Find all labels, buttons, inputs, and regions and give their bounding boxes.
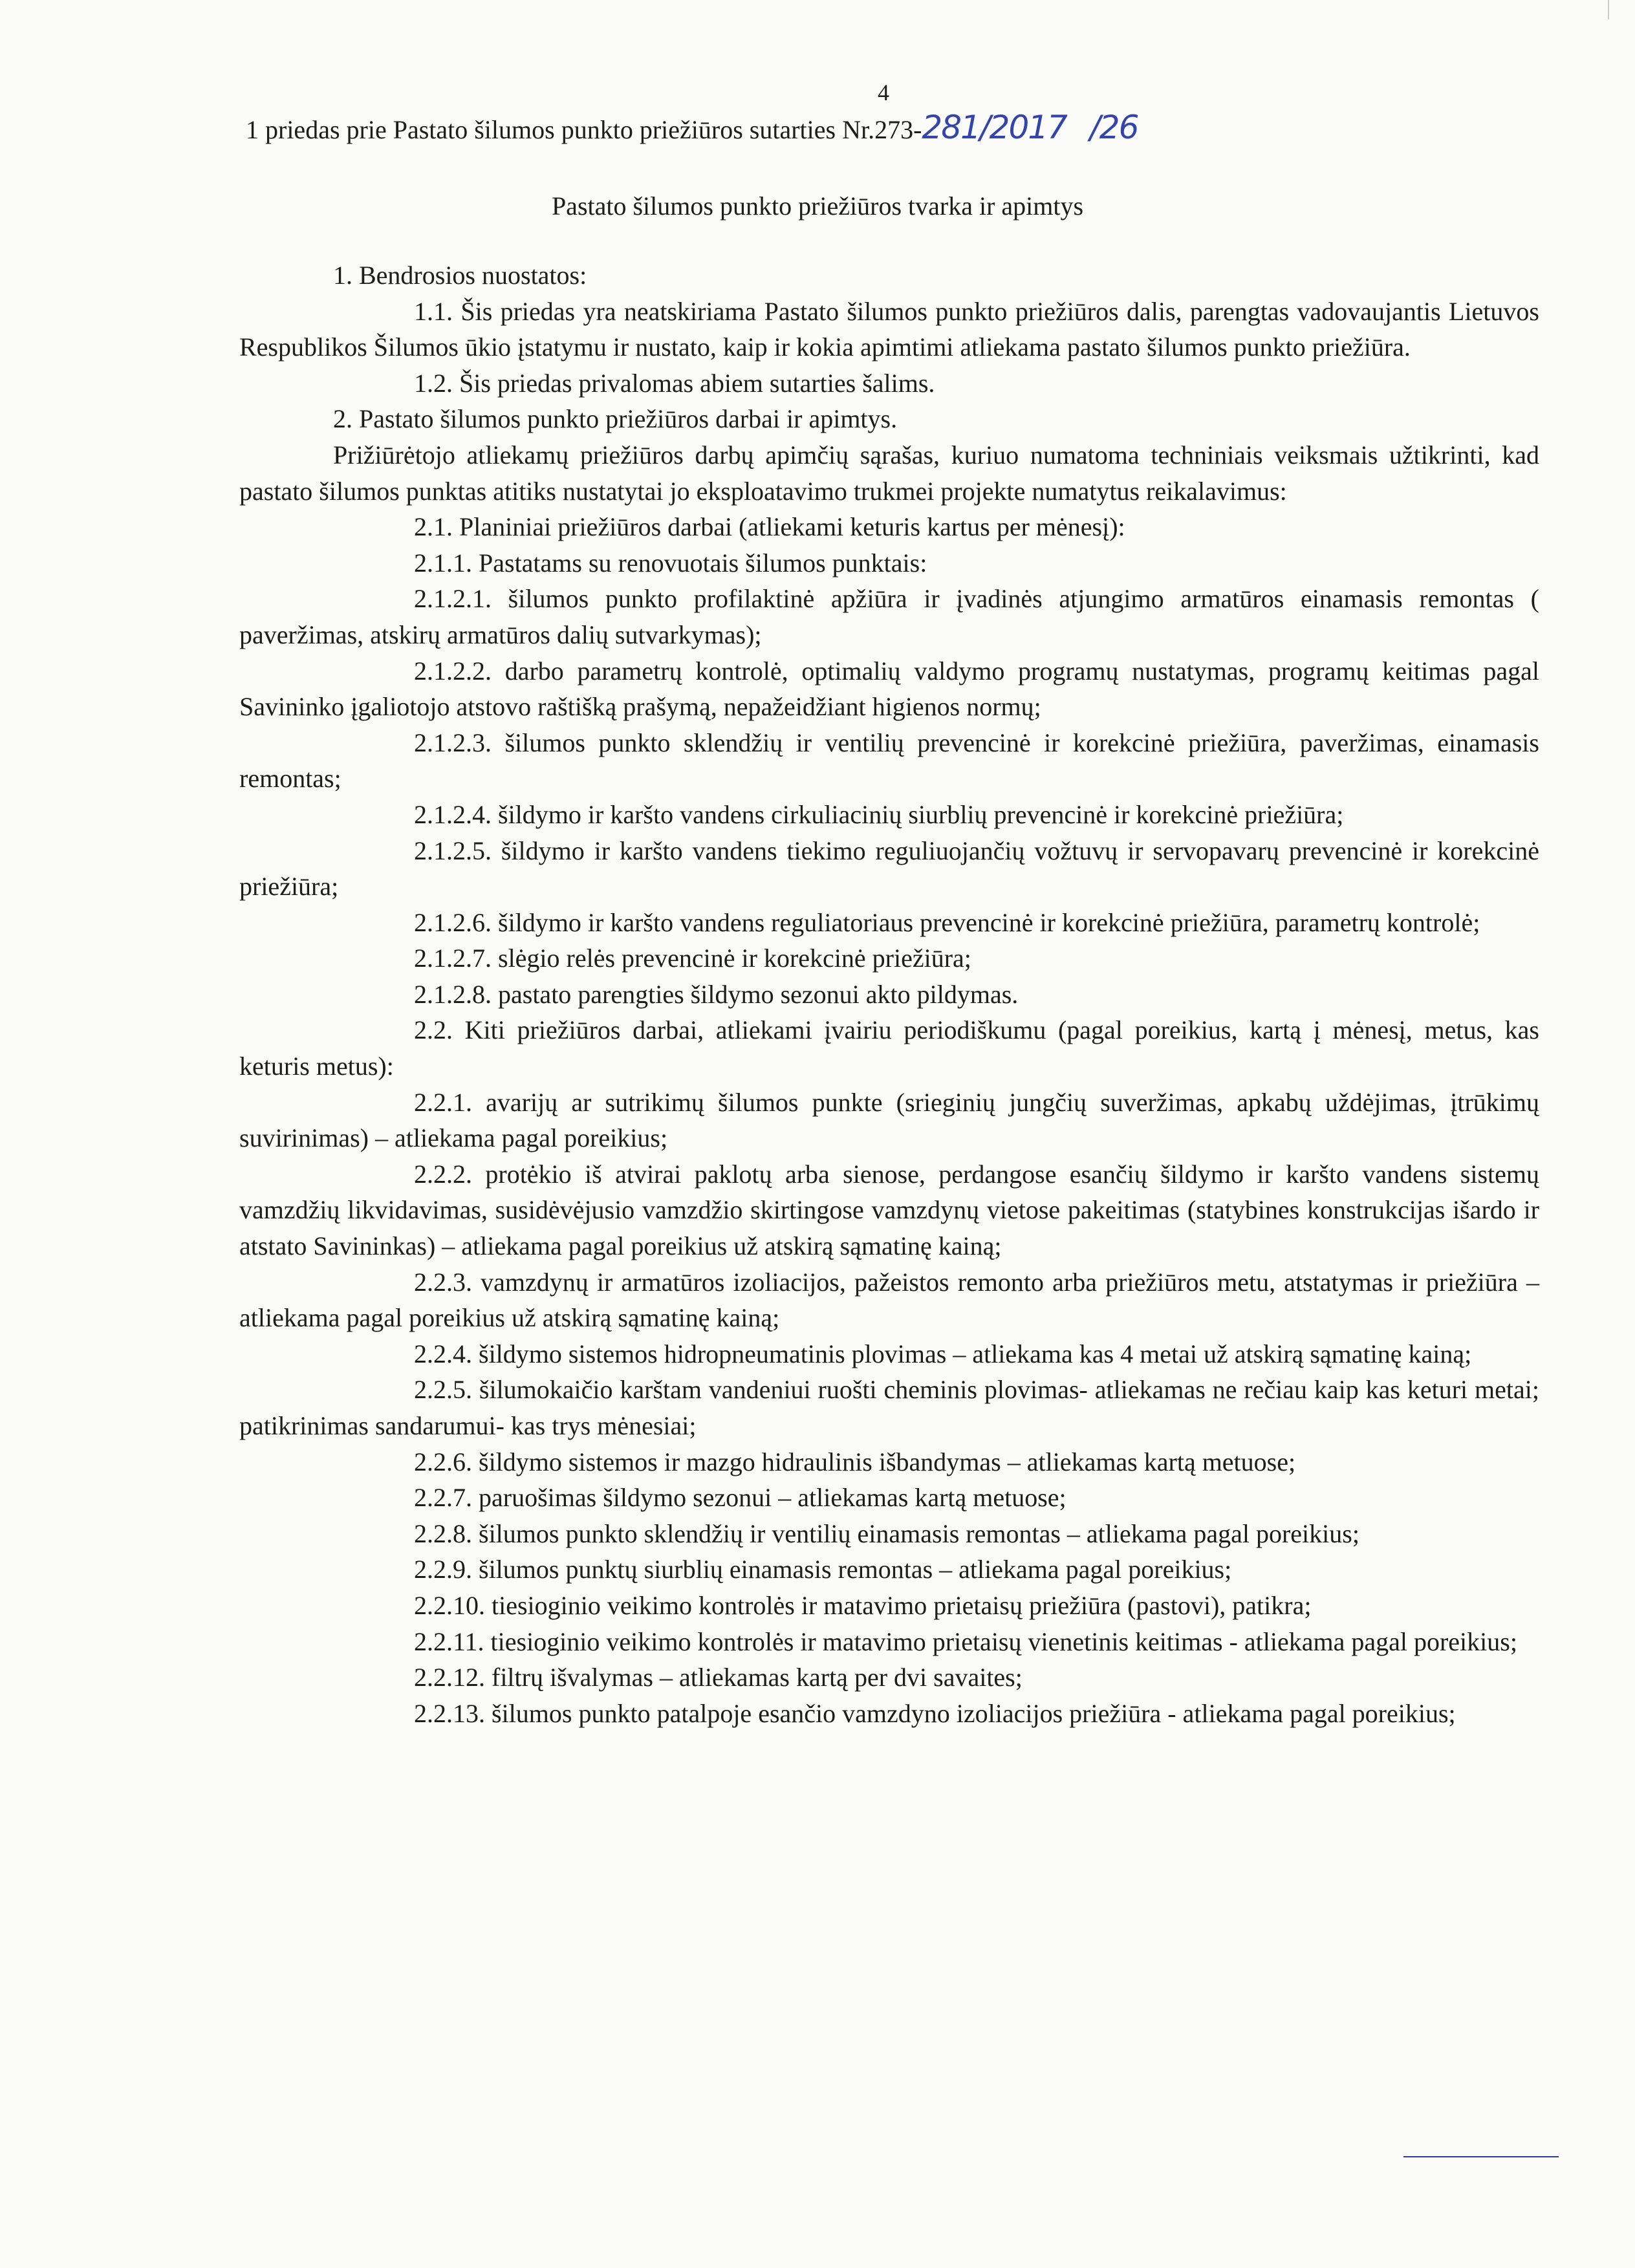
paragraph: 2.1.2.3. šilumos punkto sklendžių ir ventilių prevencinė ir korekcinė priežiūra, paveržimas, einamasis remontas; bbox=[239, 728, 1539, 794]
paragraph: 2.2.11. tiesioginio veikimo kontrolės ir matavimo prietaisų vienetinis keitimas - atliekama pagal poreikius; bbox=[414, 1626, 1517, 1656]
paragraph: 2. Pastato šilumos punkto priežiūros darbai ir apimtys. bbox=[333, 404, 898, 434]
signature-rule bbox=[1403, 2156, 1559, 2157]
annex-header-text: 1 priedas prie Pastato šilumos punkto priežiūros sutarties Nr.273- bbox=[246, 115, 922, 144]
paragraph: 2.1.2.1. šilumos punkto profilaktinė apžiūra ir įvadinės atjungimo armatūros einamasis remontas ( paveržimas, atskirų armatūros dalių sutvarkymas); bbox=[239, 584, 1539, 649]
paragraph: 2.2.3. vamzdynų ir armatūros izoliacijos, pažeistos remonto arba priežiūros metu, atstatymas ir priežiūra – atliekama pagal poreikius už atskirą sąmatinę kainą; bbox=[239, 1267, 1539, 1333]
paragraph: 2.2. Kiti priežiūros darbai, atliekami įvairiu periodiškumu (pagal poreikius, kartą į mėnesį, metus, kas keturis metus): bbox=[239, 1015, 1539, 1081]
paragraph: 1.1. Šis priedas yra neatskiriama Pastato šilumos punkto priežiūros dalis, parengtas vadovaujantis Lietuvos Respublikos Šilumos ūkio įstatymu ir nustato, kaip ir kokia apimtimi atliekama pastato šilumos punkto priežiūra. bbox=[239, 296, 1539, 362]
scan-edge-mark bbox=[1608, 0, 1635, 19]
handwritten-contract-number: 281/2017 bbox=[922, 109, 1067, 146]
paragraph: 2.2.7. paruošimas šildymo sezonui – atliekamas kartą metuose; bbox=[414, 1483, 1067, 1513]
paragraph: 2.1.2.5. šildymo ir karšto vandens tiekimo reguliuojančių vožtuvų ir servopavarų prevencinė ir korekcinė priežiūra; bbox=[239, 836, 1539, 902]
paragraph: 2.1.2.8. pastato parengties šildymo sezonui akto pildymas. bbox=[414, 979, 1019, 1009]
paragraph: 2.1.2.6. šildymo ir karšto vandens reguliatoriaus prevencinė ir korekcinė priežiūra, parametrų kontrolė; bbox=[414, 907, 1480, 937]
paragraph: 2.2.1. avarijų ar sutrikimų šilumos punkte (srieginių jungčių suveržimas, apkabų uždėjimas, įtrūkimų suvirinimas) – atliekama pagal poreikius; bbox=[239, 1087, 1539, 1153]
paragraph: Prižiūrėtojo atliekamų priežiūros darbų apimčių sąrašas, kuriuo numatoma techniniais veiksmais užtikrinti, kad pastato šilumos punktas atitiks nustatytai jo eksploatavimo trukmei projekte numatytus reikalavimus: bbox=[239, 440, 1539, 506]
paragraph: 2.2.6. šildymo sistemos ir mazgo hidraulinis išbandymas – atliekamas kartą metuose; bbox=[414, 1447, 1296, 1476]
paragraph: 2.2.13. šilumos punkto patalpoje esančio vamzdyno izoliacijos priežiūra - atliekama pagal poreikius; bbox=[414, 1698, 1456, 1728]
paragraph: 2.2.2. protėkio iš atvirai paklotų arba sienose, perdangose esančių šildymo ir karšto vandens sistemų vamzdžių likvidavimas, susidėvėjusio vamzdžio skirtingose vamzdynų vietose pakeitimas (statybines konstrukcijas išardo ir atstato Savininkas) – atliekama pagal poreikius už atskirą sąmatinę kainą; bbox=[239, 1159, 1539, 1261]
annex-header bbox=[246, 109, 1138, 146]
paragraph: 2.2.10. tiesioginio veikimo kontrolės ir matavimo prietaisų priežiūra (pastovi), patikra; bbox=[414, 1590, 1312, 1620]
paragraph: 2.1.2.2. darbo parametrų kontrolė, optimalių valdymo programų nustatymas, programų keitimas pagal Savininko įgaliotojo atstovo raštišką prašymą, nepažeidžiant higienos normų; bbox=[239, 656, 1539, 722]
handwritten-contract-suffix: /26 bbox=[1089, 109, 1138, 146]
paragraph: 2.2.5. šilumokaičio karštam vandeniui ruošti cheminis plovimas- atliekamas ne rečiau kaip kas keturi metai; patikrinimas sandarumui- kas trys mėnesiai; bbox=[239, 1375, 1539, 1440]
paragraph: 1.2. Šis priedas privalomas abiem sutarties šalims. bbox=[414, 368, 935, 398]
paragraph: 2.1.2.7. slėgio relės prevencinė ir korekcinė priežiūra; bbox=[414, 944, 971, 973]
document-body bbox=[239, 257, 1539, 1731]
paragraph: 2.2.9. šilumos punktų siurblių einamasis remontas – atliekama pagal poreikius; bbox=[414, 1555, 1232, 1584]
paragraph: 1. Bendrosios nuostatos: bbox=[333, 261, 587, 290]
document-title: Pastato šilumos punkto priežiūros tvarka ir apimtys bbox=[551, 191, 1084, 221]
paragraph: 2.2.12. filtrų išvalymas – atliekamas kartą per dvi savaites; bbox=[414, 1663, 1023, 1692]
paragraph: 2.1.2.4. šildymo ir karšto vandens cirkuliacinių siurblių prevencinė ir korekcinė priežiūra; bbox=[414, 799, 1344, 829]
paragraph: 2.1.1. Pastatams su renovuotais šilumos punktais: bbox=[414, 548, 927, 578]
paragraph: 2.1. Planiniai priežiūros darbai (atliekami keturis kartus per mėnesį): bbox=[414, 512, 1125, 542]
page-number: 4 bbox=[878, 80, 889, 105]
paragraph: 2.2.4. šildymo sistemos hidropneumatinis plovimas – atliekama kas 4 metai už atskirą sąmatinę kainą; bbox=[414, 1339, 1472, 1368]
paragraph: 2.2.8. šilumos punkto sklendžių ir ventilių einamasis remontas – atliekama pagal poreikius; bbox=[414, 1518, 1359, 1548]
